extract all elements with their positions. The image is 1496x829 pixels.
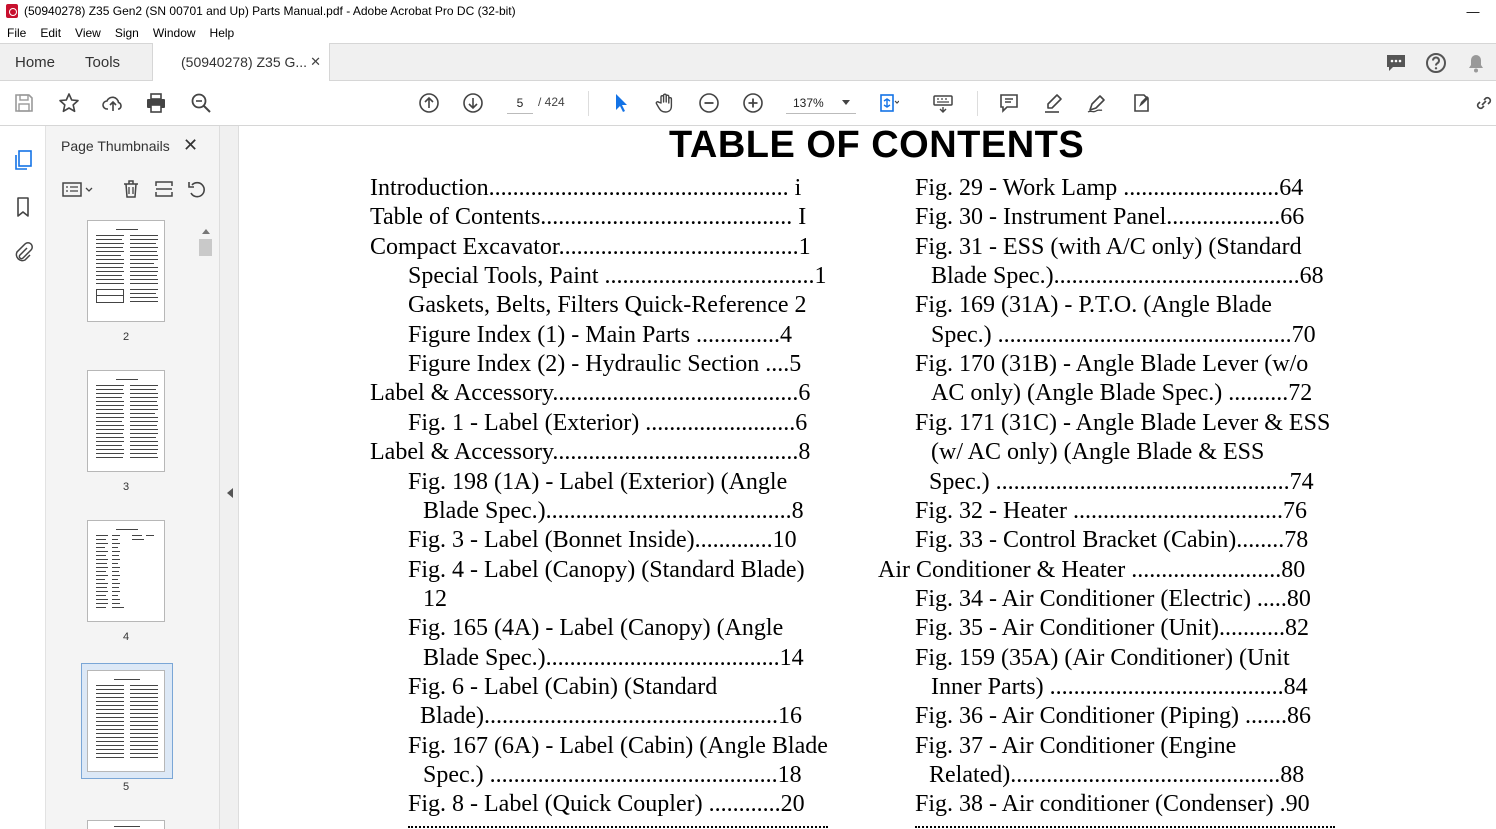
toc-entry[interactable]: AC only) (Angle Blade Spec.) ..........72 [931,380,1313,407]
previous-page-icon[interactable] [417,91,441,115]
toc-entry[interactable]: Fig. 36 - Air Conditioner (Piping) .......86 [915,703,1311,730]
menu-sign[interactable]: Sign [114,25,139,40]
toc-partial-left [408,820,828,829]
page-heading: TABLE OF CONTENTS [669,126,1085,166]
thumbnail-page-number: 2 [122,331,130,343]
close-tab-icon[interactable]: ✕ [310,54,321,69]
toc-entry[interactable]: Fig. 167 (6A) - Label (Cabin) (Angle Blade [408,732,828,759]
thumbnail-scrollbar-thumb[interactable] [199,239,212,256]
tab-tools[interactable]: Tools [85,53,121,71]
sign-pen-icon[interactable] [1085,91,1109,115]
toc-entry[interactable]: Table of Contents.......................................... I [370,204,807,231]
panel-title: Page Thumbnails [61,138,170,154]
toc-entry[interactable]: Fig. 170 (31B) - Angle Blade Lever (w/o [915,351,1309,378]
print-icon[interactable] [144,91,168,115]
upload-cloud-icon[interactable] [101,91,125,115]
toc-entry[interactable]: Fig. 8 - Label (Quick Coupler) ............20 [408,791,805,818]
chevron-down-icon [842,100,850,105]
rotate-page-icon[interactable] [186,178,208,200]
star-bookmark-icon[interactable] [57,91,81,115]
fit-page-icon[interactable] [876,91,900,115]
toc-entry[interactable]: Special Tools, Paint ...................................1 [408,263,827,290]
collapse-arrow-icon[interactable] [227,488,233,498]
panel-collapse-strip[interactable] [219,126,239,829]
keyboard-read-mode-icon[interactable] [931,91,955,115]
menu-view[interactable]: View [75,25,101,40]
fill-sign-icon[interactable] [1129,91,1153,115]
zoom-search-icon[interactable] [189,91,213,115]
share-link-icon[interactable] [1472,91,1496,115]
toc-entry[interactable]: Fig. 1 - Label (Exterior) .........................6 [408,409,808,436]
page-thumbnails-panel [46,126,219,829]
tab-bar [0,43,1496,81]
toc-entry[interactable]: Blade Spec.).......................................14 [423,644,804,671]
close-panel-icon[interactable]: ✕ [183,135,199,155]
toc-entry[interactable]: Fig. 29 - Work Lamp ..........................64 [915,175,1304,201]
toc-entry[interactable]: Fig. 159 (35A) (Air Conditioner) (Unit [915,644,1290,671]
toc-entry[interactable]: Fig. 4 - Label (Canopy) (Standard Blade) [408,556,805,583]
hand-tool-icon[interactable] [653,91,677,115]
main-toolbar [0,81,1496,126]
toc-entry[interactable]: Introduction.................................................. i [370,175,802,201]
document-view[interactable] [239,126,1496,829]
zoom-out-icon[interactable] [697,91,721,115]
thumbnail-options-menu-icon[interactable] [60,178,96,200]
highlight-pen-icon[interactable] [1041,91,1065,115]
toc-entry[interactable]: Fig. 33 - Control Bracket (Cabin)........78 [915,527,1309,554]
toc-entry[interactable]: Fig. 32 - Heater ...................................76 [915,497,1307,524]
toolbar-divider [588,91,589,116]
toc-entry[interactable]: Gaskets, Belts, Filters Quick-Reference 2 [408,292,807,319]
toc-entry[interactable]: Spec.) ................................................18 [423,762,802,788]
toc-entry[interactable]: Fig. 30 - Instrument Panel...................66 [915,204,1305,231]
thumbnail-page-next[interactable] [87,820,165,829]
document-tab-label: (50940278) Z35 G... [181,54,308,70]
window-title: (50940278) Z35 Gen2 (SN 00701 and Up) Parts Manual.pdf - Adobe Acrobat Pro DC (32-bit) [24,4,516,18]
zoom-level-select[interactable] [786,92,856,114]
menu-edit[interactable]: Edit [40,25,62,40]
toc-entry[interactable]: Blade Spec.).........................................68 [931,263,1324,290]
title-bar [0,0,1496,22]
extract-page-icon[interactable] [153,178,175,200]
tab-document[interactable] [152,43,330,81]
menu-bar [0,22,1496,43]
page-total: / 424 [538,95,565,109]
toc-entry[interactable]: 12 [423,585,447,612]
toc-partial-right [915,820,1335,829]
bookmark-icon[interactable] [11,195,35,219]
thumbnail-page-2[interactable] [87,220,165,322]
tab-home[interactable]: Home [15,53,56,71]
toc-entry[interactable]: Blade).................................................16 [420,703,802,730]
navigation-rail [0,126,46,829]
toc-entry[interactable]: Air Conditioner & Heater .........................80 [878,556,1306,583]
thumbnail-page-number: 3 [122,481,130,493]
thumbnail-page-3[interactable] [87,370,165,472]
toc-entry[interactable]: Compact Excavator........................................1 [370,233,811,260]
toc-entry[interactable]: Fig. 38 - Air conditioner (Condenser) .90 [915,791,1310,818]
page-number-input[interactable]: 5 [507,92,533,114]
select-cursor-icon[interactable] [609,91,633,115]
toc-entry[interactable]: Fig. 165 (4A) - Label (Canopy) (Angle [408,615,784,642]
save-icon[interactable] [12,91,36,115]
thumbnail-page-number: 5 [122,781,130,793]
toc-entry[interactable]: Figure Index (2) - Hydraulic Section ....5 [408,351,802,378]
toc-entry[interactable]: Fig. 31 - ESS (with A/C only) (Standard [915,233,1302,260]
toc-entry[interactable]: Label & Accessory.........................................8 [370,439,811,466]
scroll-up-arrow-icon[interactable] [202,229,210,234]
menu-window[interactable]: Window [152,25,196,40]
menu-help[interactable]: Help [209,25,235,40]
comment-bubble-icon[interactable] [1376,44,1416,82]
toc-entry[interactable]: Inner Parts) .......................................84 [931,673,1308,700]
toc-entry[interactable]: Figure Index (1) - Main Parts ..............4 [408,321,792,348]
tab-bar-right-icons [1376,44,1496,82]
toc-entry[interactable]: Spec.) .................................................70 [931,321,1316,348]
toc-entry[interactable]: Fig. 169 (31A) - P.T.O. (Angle Blade [915,292,1272,319]
window-controls [1450,0,1496,22]
toc-entry[interactable]: Related).............................................88 [929,762,1305,788]
toc-entry[interactable]: Fig. 6 - Label (Cabin) (Standard [408,673,718,700]
toc-entry[interactable]: Fig. 3 - Label (Bonnet Inside).............10 [408,527,797,554]
toc-entry[interactable]: Fig. 35 - Air Conditioner (Unit)...........82 [915,615,1309,642]
page-thumbnails-icon[interactable] [11,148,35,172]
toc-entry[interactable]: Fig. 171 (31C) - Angle Blade Lever & ESS [915,409,1331,436]
toc-entry[interactable]: Label & Accessory.........................................6 [370,380,811,407]
zoom-level-value: 137% [793,95,824,110]
toc-entry[interactable]: Spec.) .................................................74 [929,468,1314,495]
next-page-icon[interactable] [461,91,485,115]
toc-entry[interactable]: (w/ AC only) (Angle Blade & ESS [931,439,1265,466]
toolbar-divider [977,91,978,116]
toc-entry[interactable]: Blade Spec.).........................................8 [423,497,804,524]
thumbnail-scrollbar[interactable] [199,236,213,829]
bell-icon[interactable] [1456,44,1496,82]
thumbnail-page-number: 4 [122,631,130,643]
menu-file[interactable]: File [7,25,27,40]
minimize-button[interactable]: — [1466,3,1480,19]
zoom-in-icon[interactable] [741,91,765,115]
acrobat-app-icon [6,4,18,18]
toc-entry[interactable]: Fig. 37 - Air Conditioner (Engine [915,732,1237,759]
help-icon[interactable] [1416,44,1456,82]
toc-entry[interactable]: Fig. 198 (1A) - Label (Exterior) (Angle [408,468,788,495]
thumbnail-page-5[interactable] [87,670,165,772]
toc-entry[interactable]: Fig. 34 - Air Conditioner (Electric) .....80 [915,585,1311,612]
comment-icon[interactable] [997,91,1021,115]
attachment-paperclip-icon[interactable] [11,240,35,264]
thumbnail-page-4[interactable] [87,520,165,622]
delete-page-icon[interactable] [120,178,142,200]
